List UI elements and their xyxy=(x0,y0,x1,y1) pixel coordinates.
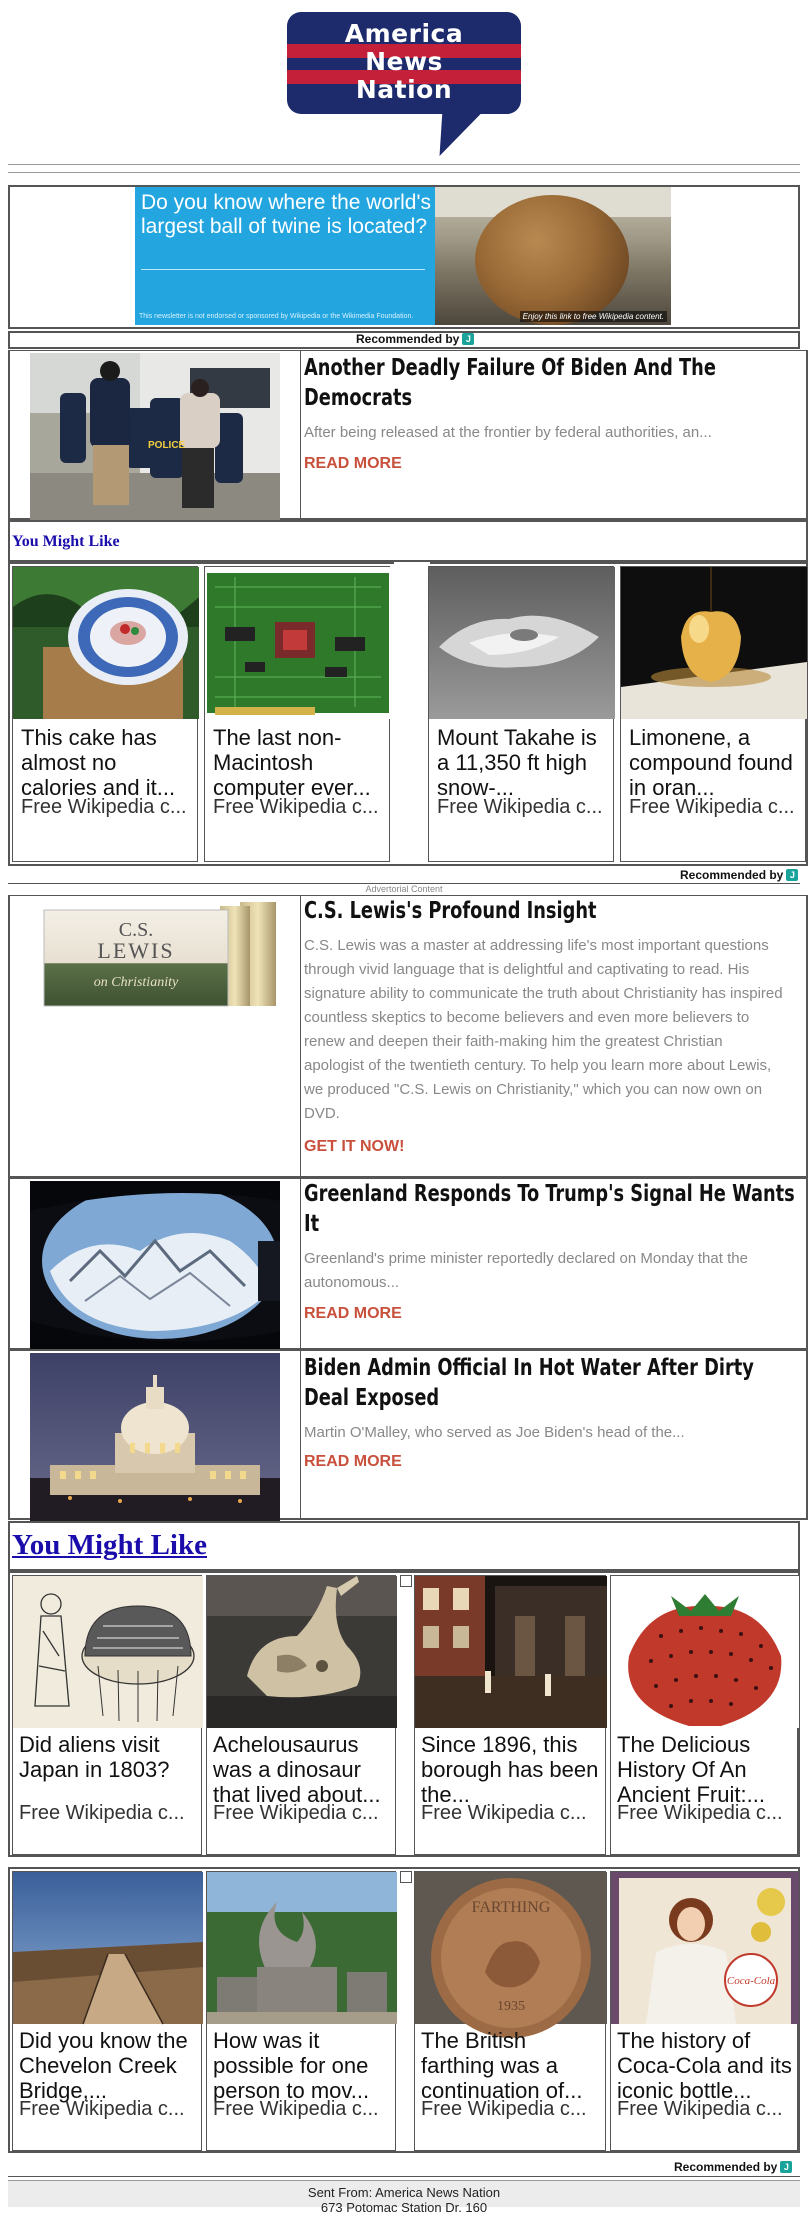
card-source: Free Wikipedia c... xyxy=(213,1802,379,1824)
grid-placeholder-square xyxy=(400,1575,412,1587)
article-title[interactable]: Biden Admin Official In Hot Water After Dirty Deal Exposed xyxy=(304,1355,754,1411)
product-text-lewis: LEWIS xyxy=(97,938,175,963)
logo-line-2: News xyxy=(365,47,443,76)
article-title[interactable]: C.S. Lewis's Profound Insight xyxy=(304,898,597,924)
logo-speech-tail xyxy=(428,110,485,156)
article-divider xyxy=(300,1351,301,1518)
article-description: After being released at the frontier by federal authorities, an... xyxy=(304,424,712,441)
coca-cola-label: Coca-Cola xyxy=(726,1975,776,1987)
article-image-capitol[interactable] xyxy=(30,1353,280,1521)
footer xyxy=(8,2180,800,2215)
recommendation-card[interactable] xyxy=(12,1871,202,2151)
card-title[interactable]: Achelousaurus was a dinosaur that lived about... xyxy=(213,1732,381,1807)
recommendation-grid-2 xyxy=(8,1571,800,1857)
article-image-arrest[interactable] xyxy=(30,353,280,521)
coin-year: 1935 xyxy=(497,1999,525,2014)
product-text-cs: C.S. xyxy=(118,919,154,941)
achelousaurus-image xyxy=(207,1576,395,1728)
recommendation-card[interactable] xyxy=(610,1575,798,1855)
card-source: Free Wikipedia c... xyxy=(213,796,379,818)
logo-banner xyxy=(287,12,521,114)
you-might-like-link[interactable]: You Might Like xyxy=(12,1529,207,1561)
recommendation-card[interactable] xyxy=(12,1575,202,1855)
you-might-like-heading-large[interactable] xyxy=(8,1521,800,1571)
footer-sent-from: Sent From: America News Nation xyxy=(307,2185,501,2200)
jeeng-logo-icon: J xyxy=(780,2161,792,2173)
article-divider xyxy=(300,1179,301,1348)
chevelon-bridge-image xyxy=(13,1872,201,2024)
card-title[interactable]: Since 1896, this borough has been the... xyxy=(421,1732,599,1807)
read-more-link[interactable]: READ MORE xyxy=(304,1453,402,1470)
card-title[interactable]: The Delicious History Of An Ancient Fruit:... xyxy=(617,1732,765,1807)
you-might-like-heading-small xyxy=(8,520,808,562)
recommendation-card[interactable] xyxy=(206,1575,396,1855)
section-divider xyxy=(8,2176,800,2177)
recommendation-grid-1 xyxy=(8,562,808,866)
recommendation-card[interactable] xyxy=(204,566,390,862)
article-description: C.S. Lewis was a master at addressing life's most important questions through vivid language that is delightful and captivating to read. His signature ability to communicate the truth about Christianity has inspired countless skeptics to become believers and even more believers to renew and deepen their faith-making him the greatest Christian apologist of the twentieth century. To help you learn more about Lewis, we produced "C.S. Lewis on Christianity," which you can now own on DVD. xyxy=(304,937,783,1122)
recommended-by-text: Recommended by xyxy=(674,2160,778,2174)
twine-ad[interactable] xyxy=(135,187,671,325)
recommendation-card[interactable] xyxy=(414,1871,606,2151)
recommendation-card[interactable] xyxy=(206,1871,396,2151)
article-divider xyxy=(300,896,301,1176)
card-source: Free Wikipedia c... xyxy=(19,1802,185,1824)
twine-ad-rule xyxy=(141,269,425,270)
twine-ad-question: Do you know where the world's largest ball of twine is located? xyxy=(141,191,431,238)
article-description: Martin O'Malley, who served as Joe Biden's head of the... xyxy=(304,1424,685,1441)
advertorial-label: Advertorial Content xyxy=(365,884,443,894)
card-title[interactable]: Mount Takahe is a 11,350 ft high snow-... xyxy=(437,725,597,800)
footer-address: 673 Potomac Station Dr. 160 xyxy=(320,2200,488,2215)
japan-1803-image xyxy=(13,1576,201,1728)
read-more-link[interactable]: READ MORE xyxy=(304,1305,402,1322)
card-source: Free Wikipedia c... xyxy=(421,2098,587,2120)
recommendation-grid-3 xyxy=(8,1867,800,2153)
card-source: Free Wikipedia c... xyxy=(421,1802,587,1824)
card-source: Free Wikipedia c... xyxy=(629,796,795,818)
card-title[interactable]: This cake has almost no calories and it... xyxy=(21,725,176,800)
card-title[interactable]: The history of Coca-Cola and its iconic bottle... xyxy=(617,2028,792,2103)
recommended-by-2[interactable] xyxy=(680,868,798,882)
coin-legend: FARTHING xyxy=(471,1899,551,1916)
recommended-by-3[interactable] xyxy=(674,2160,792,2174)
twine-ad-caption: Enjoy this link to free Wikipedia content. xyxy=(520,311,667,322)
recommendation-card[interactable] xyxy=(610,1871,798,2151)
cake-image xyxy=(13,567,197,719)
card-source: Free Wikipedia c... xyxy=(19,2098,185,2120)
header-divider-1 xyxy=(8,164,800,165)
read-more-link[interactable]: READ MORE xyxy=(304,455,402,472)
site-logo[interactable] xyxy=(287,12,523,154)
coral-castle-image xyxy=(207,1872,395,2024)
strawberry-image xyxy=(611,1576,797,1728)
card-title[interactable]: Did aliens visit Japan in 1803? xyxy=(19,1732,170,1782)
product-text-subtitle: on Christianity xyxy=(93,975,179,990)
recommendation-card[interactable] xyxy=(428,566,614,862)
jeeng-logo-icon: J xyxy=(786,869,798,881)
card-title[interactable]: The British farthing was a continuation of... xyxy=(421,2028,583,2103)
recommended-by-text: Recommended by xyxy=(356,332,460,346)
limonene-image xyxy=(621,567,805,719)
card-title[interactable]: Did you know the Chevelon Creek Bridge,... xyxy=(19,2028,188,2103)
article-image-greenland[interactable] xyxy=(30,1181,280,1349)
borough-image xyxy=(415,1576,605,1728)
card-title[interactable]: The last non-Macintosh computer ever... xyxy=(213,725,371,800)
card-title[interactable]: Limonene, a compound found in oran... xyxy=(629,725,793,800)
recommendation-card[interactable] xyxy=(12,566,198,862)
mount-takahe-image xyxy=(429,567,613,719)
grid-placeholder-square xyxy=(400,1871,412,1883)
logo-line-3: Nation xyxy=(355,75,453,104)
you-might-like-text: You Might Like xyxy=(12,533,120,550)
twine-ad-text-panel xyxy=(135,187,435,325)
svg-text:POLICE: POLICE xyxy=(148,440,186,451)
recommended-by-1[interactable] xyxy=(356,332,474,346)
article-divider xyxy=(300,351,301,518)
twine-ad-disclaimer: This newsletter is not endorsed or sponsored by Wikipedia or the Wikimedia Foundation. xyxy=(139,313,414,320)
article-description: Greenland's prime minister reportedly declared on Monday that the autonomous... xyxy=(304,1250,748,1291)
coca-cola-image xyxy=(611,1872,797,2024)
article-card[interactable] xyxy=(8,1178,808,1350)
jeeng-logo-icon: J xyxy=(462,333,474,345)
grid-gap xyxy=(394,562,430,566)
article-title[interactable]: Greenland Responds To Trump's Signal He Wants It xyxy=(304,1181,795,1237)
farthing-coin-image xyxy=(415,1872,605,2024)
recommendation-card[interactable] xyxy=(620,566,806,862)
card-title[interactable]: How was it possible for one person to mov... xyxy=(213,2028,370,2103)
cs-lewis-product-image[interactable] xyxy=(40,900,280,1010)
recommendation-card[interactable] xyxy=(414,1575,606,1855)
card-source: Free Wikipedia c... xyxy=(213,2098,379,2120)
logo-line-1: America xyxy=(344,19,464,48)
recommended-by-text: Recommended by xyxy=(680,868,784,882)
advertorial-card[interactable] xyxy=(8,895,808,1178)
card-source: Free Wikipedia c... xyxy=(21,796,187,818)
article-title[interactable]: Another Deadly Failure Of Biden And The Democrats xyxy=(304,355,716,411)
article-card[interactable] xyxy=(8,350,808,520)
twine-ball-photo xyxy=(435,187,671,325)
twine-ball xyxy=(475,195,629,325)
article-card[interactable] xyxy=(8,1350,808,1520)
card-source: Free Wikipedia c... xyxy=(437,796,603,818)
header-divider-2 xyxy=(8,172,800,173)
card-source: Free Wikipedia c... xyxy=(617,1802,783,1824)
circuit-board-image xyxy=(205,567,389,719)
card-source: Free Wikipedia c... xyxy=(617,2098,783,2120)
get-it-now-link[interactable]: GET IT NOW! xyxy=(304,1138,405,1155)
